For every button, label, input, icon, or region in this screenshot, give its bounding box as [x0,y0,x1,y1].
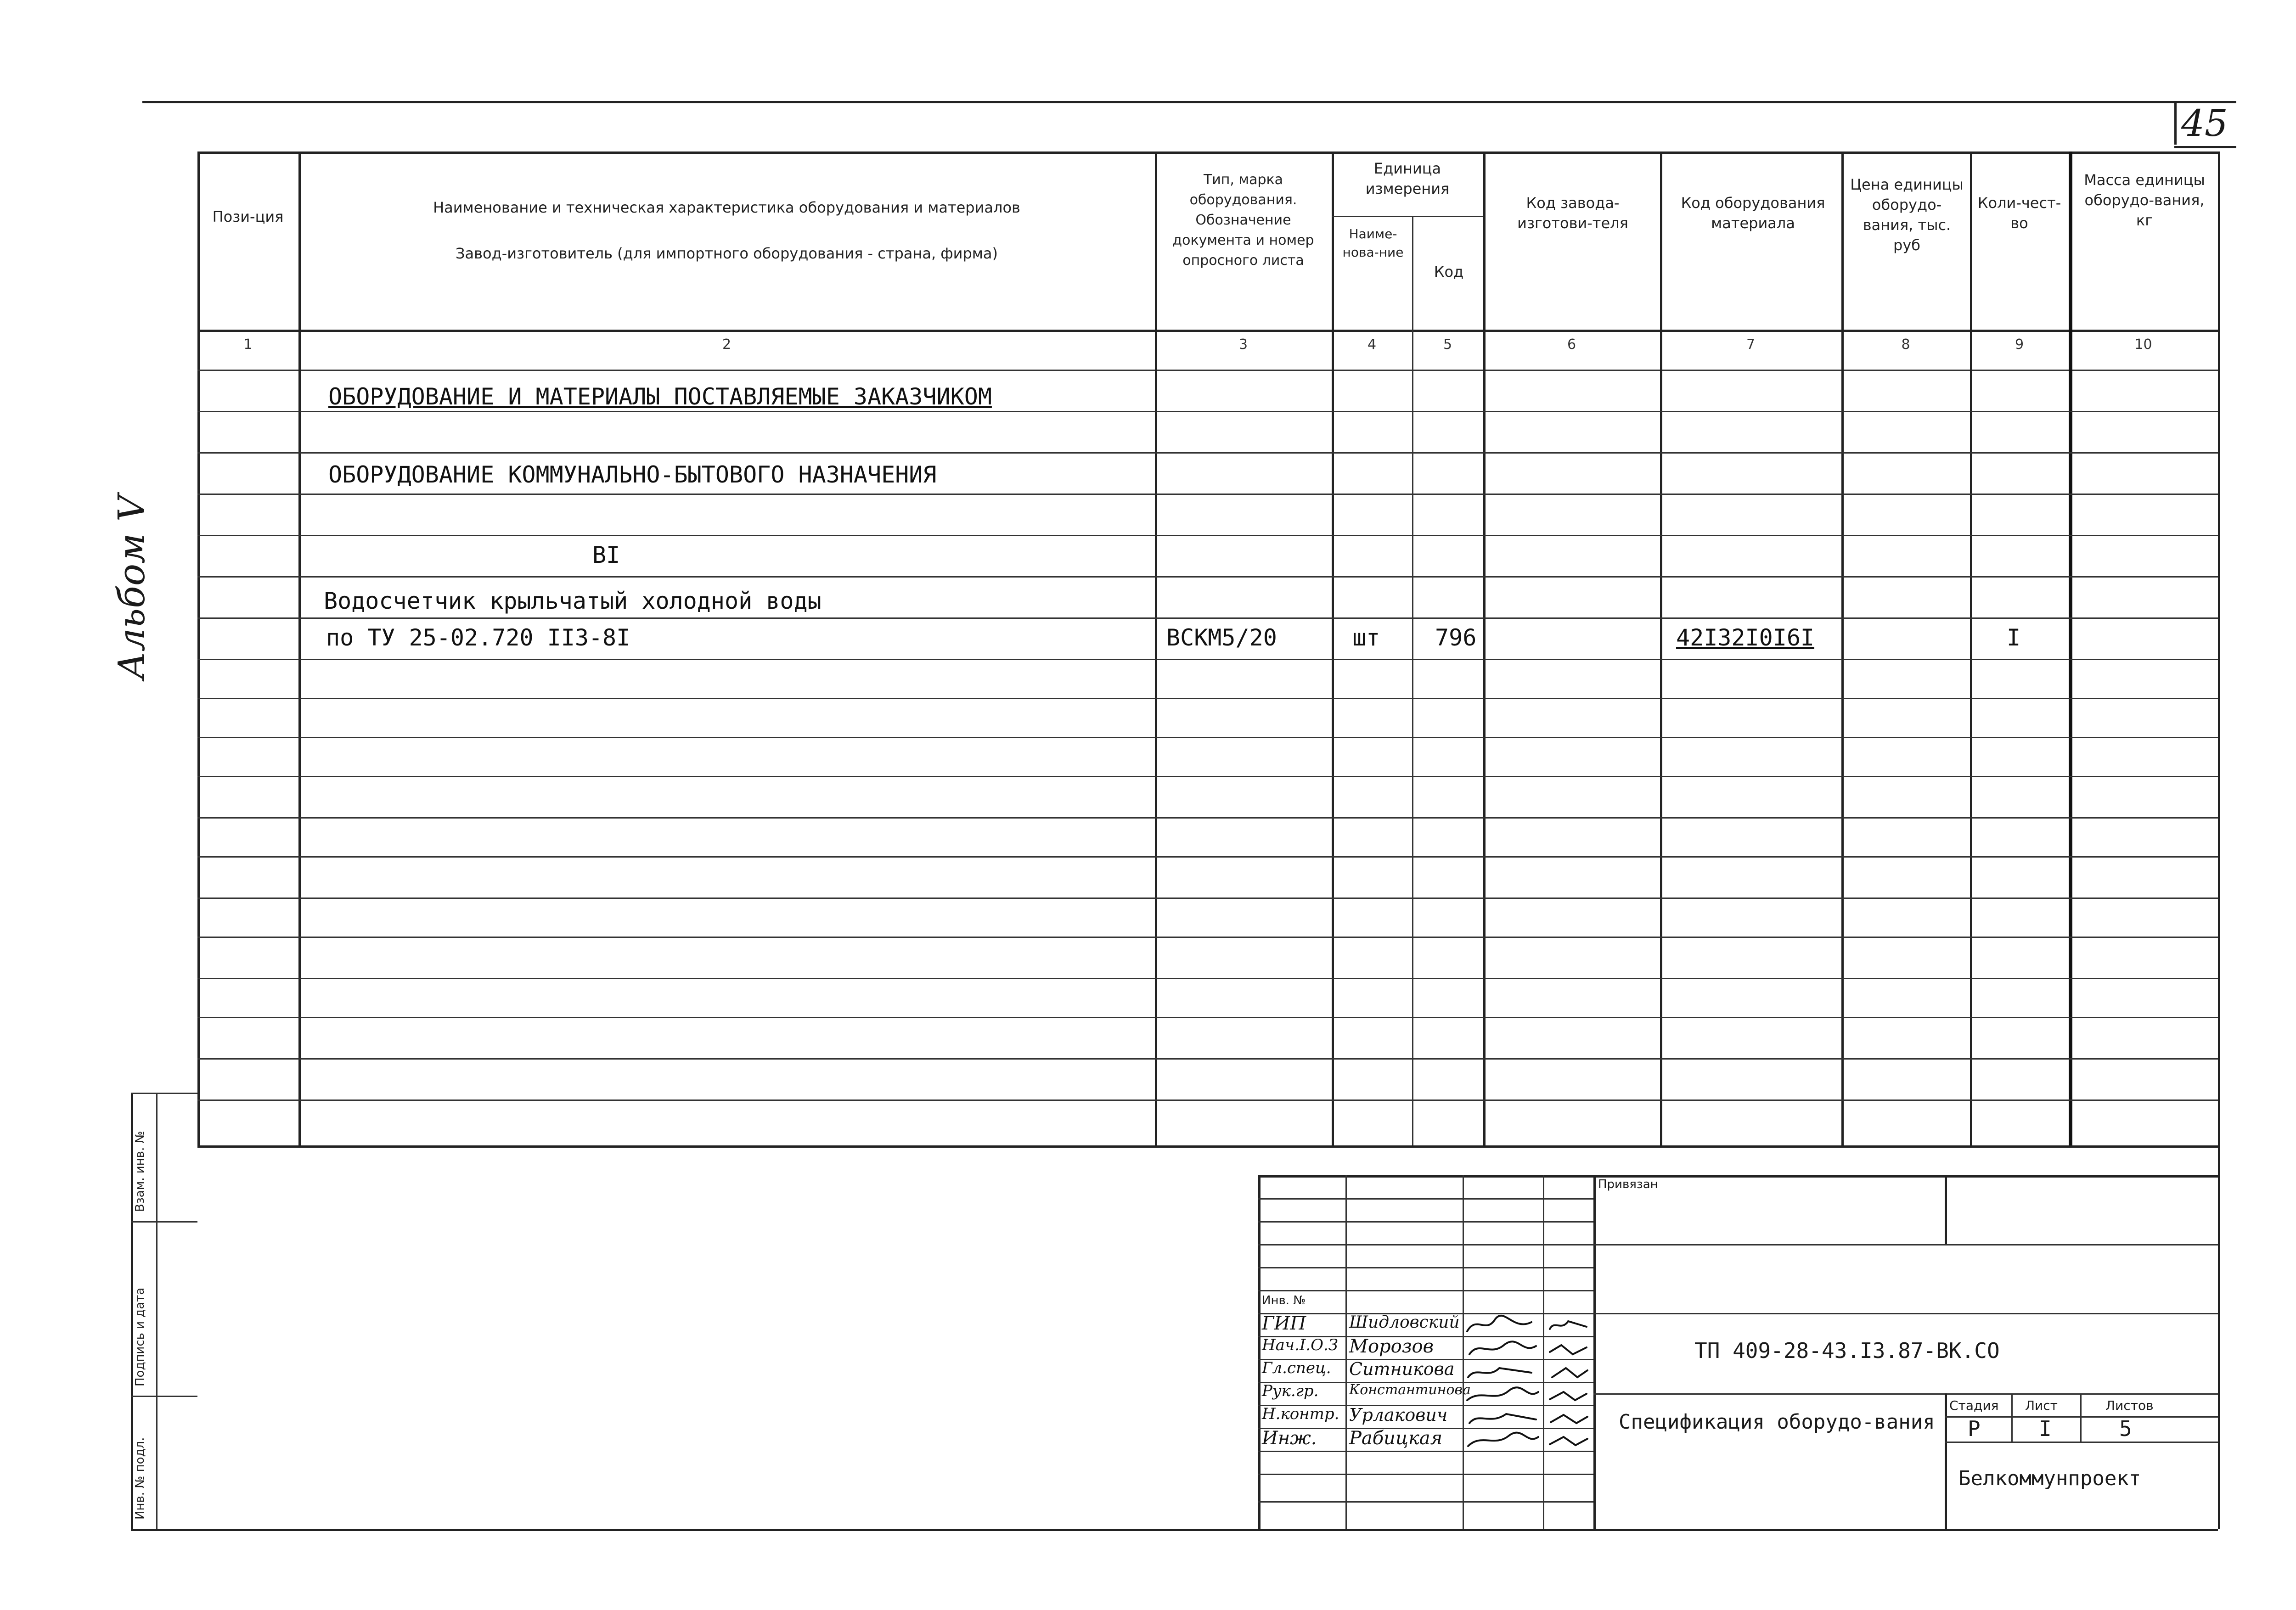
row-section-title-1: ОБОРУДОВАНИЕ И МАТЕРИАЛЫ ПОСТАВЛЯЕМЫЕ ЗАКАЗЧИКОМ [328,383,992,410]
row-system-label: BI [592,542,620,568]
page-number-underline [2174,146,2236,148]
sig-row-line [1258,1267,1593,1268]
sig-row-line [1258,1451,1593,1452]
row-line [197,737,2218,738]
table-top-border [197,151,2218,154]
signature-marks [1463,1313,1593,1451]
unit-group-line [1332,216,1483,217]
sig-role: Рук.гр. [1262,1382,1319,1400]
row-line [197,494,2218,495]
header-col-manufacturer-code: Код завода-изготови-теля [1517,194,1628,232]
top-frame-line [142,101,2236,103]
signature-mark [1550,1345,1587,1354]
row-line [197,856,2218,858]
side-label-sign-date: Подпись и дата [133,1287,147,1386]
sig-row-line [1258,1221,1593,1223]
stage-col-line [2080,1393,2082,1442]
sig-name: Ситникова [1349,1359,1455,1379]
side-stamp-line [131,1396,197,1397]
titleblock-line [1593,1244,2218,1245]
row-item-equipment-code: 42I32I0I6I [1676,624,1815,651]
colnum-4: 4 [1367,337,1377,353]
header-col-type: Тип, марка оборудования. Обозначение документа и номер опросного листа [1172,172,1314,269]
sig-col-line [1345,1175,1347,1529]
row-item-spec: по ТУ 25-02.720 II3-8I [326,624,630,651]
row-line [197,1017,2218,1018]
header-col-position: Пози-ция [212,208,284,225]
organization-name: Белкоммунпроект [1958,1467,2141,1490]
colnum-7: 7 [1746,337,1756,353]
side-stamp-line [131,1221,197,1223]
sig-name: Шидловский [1349,1313,1460,1332]
header-col-unit-code: Код [1434,263,1464,280]
signature-mark [1552,1368,1587,1377]
sig-row-line [1258,1198,1593,1200]
signature-mark [1469,1414,1536,1423]
sig-block-right [1593,1175,1596,1529]
row-line [197,978,2218,979]
side-label-inv-orig: Инв. № подл. [133,1437,147,1520]
row-line [197,411,2218,412]
colnum-5: 5 [1443,337,1452,353]
signature-mark [1467,1316,1531,1331]
header-bottom-line [197,330,2218,332]
stage-row-line [1945,1442,2218,1443]
document-title: Спецификация оборудо-вания [1619,1410,1935,1434]
colnum-2: 2 [722,337,732,353]
header-col-name-line2: Завод-изготовитель (для импортного оборудования - страна, фирма) [456,245,998,262]
sig-role: Гл.спец. [1262,1359,1331,1377]
sig-role: ГИП [1262,1313,1306,1334]
sig-row-line [1258,1501,1593,1503]
sheets-value: 5 [2119,1416,2132,1441]
titleblock-line [1593,1393,2218,1395]
row-section-title-2: ОБОРУДОВАНИЕ КОММУНАЛЬНО-БЫТОВОГО НАЗНАЧЕНИЯ [328,461,937,488]
signature-mark [1469,1341,1536,1354]
col-line-1 [298,151,301,1148]
signature-mark [1467,1387,1538,1400]
header-unit-group: Единица измерения [1365,160,1450,197]
inv-label: Инв. № [1262,1294,1306,1307]
col-line-3 [1332,151,1334,1148]
notes-label: Привязан [1598,1178,1658,1191]
row-line [197,898,2218,899]
col-line-4 [1412,216,1413,1148]
titleblock-top [1258,1175,2218,1178]
row-line [197,937,2218,938]
side-stamp-line [131,1093,197,1094]
sig-name: Рабицкая [1349,1428,1443,1449]
signature-mark [1550,1392,1587,1400]
titleblock-vline [1945,1175,1947,1244]
row-line [197,1100,2218,1101]
col-line-5 [1483,151,1486,1148]
side-stamp-inner-line [156,1093,158,1529]
signature-mark [1468,1368,1531,1377]
sig-row-line [1258,1474,1593,1475]
sig-role: Нач.I.О.З [1262,1336,1338,1354]
col-line-6 [1660,151,1662,1148]
stage-col-line [2011,1393,2013,1442]
header-col-mass: Масса единицы оборудо-вания, кг [2084,171,2205,229]
colnum-9: 9 [2015,337,2024,353]
sheet-value: I [2039,1416,2052,1441]
table-left-border [197,151,200,1148]
sheet-label: Лист [2025,1398,2058,1413]
sig-row-line [1258,1244,1593,1245]
signature-mark [1468,1433,1538,1446]
signature-mark [1550,1321,1587,1329]
table-right-border [2218,151,2220,1529]
header-col-equipment-code: Код оборудования материала [1681,194,1825,232]
signature-mark [1551,1415,1587,1423]
row-line [197,535,2218,536]
row-item-unit-code: 796 [1435,624,1477,651]
header-col-price: Цена единицы оборудо-вания, тыс. руб [1850,176,1964,254]
colnum-8: 8 [1901,337,1910,353]
colnum-6: 6 [1567,337,1576,353]
colnum-1: 1 [243,337,253,353]
table-bottom-line [197,1145,2218,1148]
col-line-8 [1970,151,1972,1148]
row-item-type: ВСКМ5/20 [1166,624,1277,651]
row-line [197,617,2218,619]
page-number-divider [2174,101,2177,145]
stage-label: Стадия [1949,1398,1999,1413]
row-line [197,659,2218,660]
sig-name: Морозов [1349,1336,1434,1357]
sig-name: Урлакович [1349,1405,1448,1425]
titleblock-line [1593,1313,2218,1314]
col-line-2 [1155,151,1157,1148]
row-line [197,817,2218,819]
colnum-3: 3 [1238,337,1248,353]
titleblock-left [1258,1175,1261,1529]
header-col-name-line1: Наименование и техническая характеристика оборудования и материалов [433,199,1020,216]
header-col-unit-name: Наиме-нова-ние [1342,226,1404,260]
sig-name: Константинова [1349,1382,1471,1398]
sheets-label: Листов [2105,1398,2154,1413]
col-line-7 [1841,151,1844,1148]
row-line [197,576,2218,578]
side-label-vzam-inv: Взам. инв. № [133,1131,147,1212]
row-item-name: Водосчетчик крыльчатый холодной воды [324,588,822,614]
row-line [197,1058,2218,1060]
sig-role: Н.контр. [1262,1405,1339,1423]
titleblock-vline [1945,1393,1947,1529]
colnum-10: 10 [2134,337,2152,353]
row-item-quantity: I [2007,624,2021,651]
sig-role: Инж. [1262,1428,1317,1449]
colnum-bottom-line [197,370,2218,371]
col-line-9 [2069,151,2072,1148]
page-number: 45 [2181,102,2228,145]
signature-mark [1550,1437,1587,1445]
stage-value: Р [1968,1416,1981,1441]
sheet-bottom-line [131,1529,2218,1531]
row-line [197,698,2218,699]
row-item-unit: шт [1352,624,1380,651]
album-label: Альбом V [110,495,153,679]
header-col-quantity: Коли-чест-во [1977,194,2061,232]
document-code: ТП 409-28-43.I3.87-ВК.СО [1694,1338,2000,1363]
sig-row-line [1258,1290,1593,1291]
row-line [197,452,2218,454]
row-line [197,776,2218,777]
